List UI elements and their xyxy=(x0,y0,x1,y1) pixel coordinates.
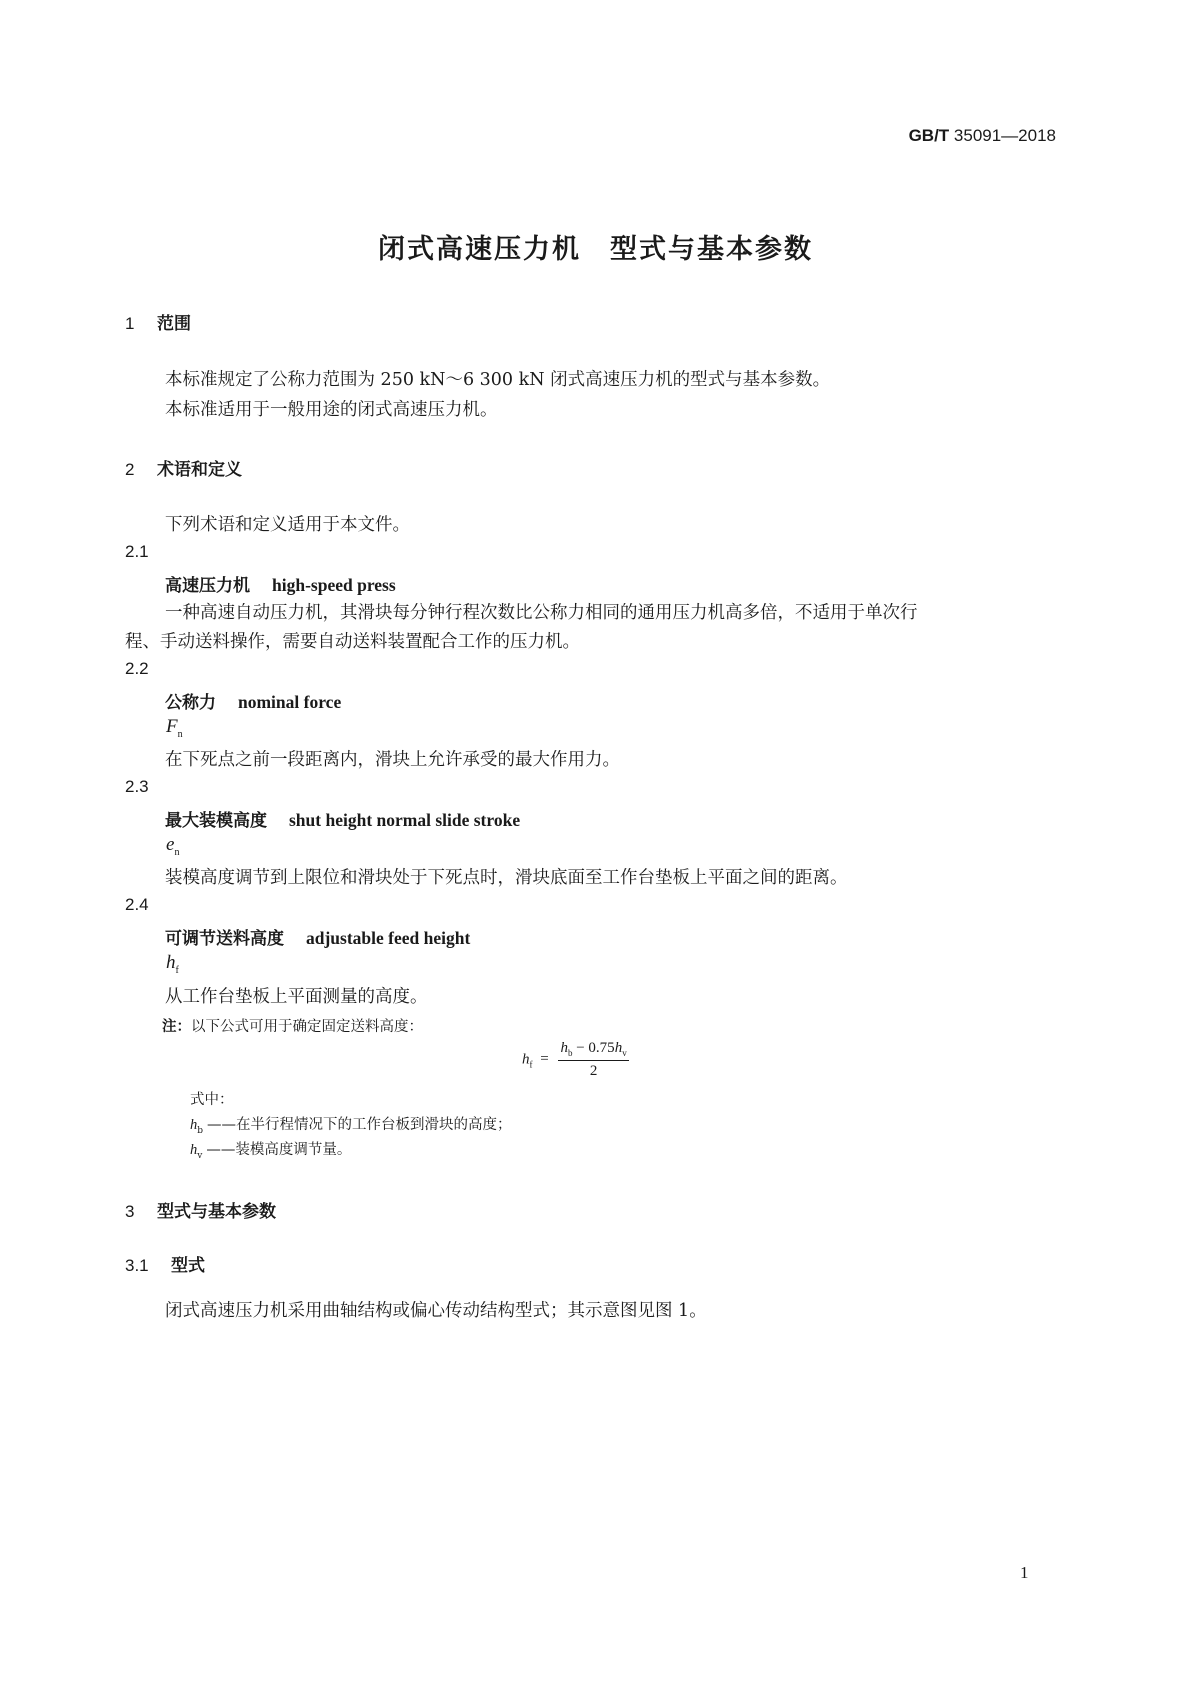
term-definition: 装模高度调节到上限位和滑块处于下死点时，滑块底面至工作台垫板上平面之间的距离。 xyxy=(165,868,848,888)
term-cn: 公称力 xyxy=(165,693,216,713)
paragraph: 闭式高速压力机采用曲轴结构或偏心传动结构型式；其示意图见图 1。 xyxy=(165,1301,707,1321)
paragraph: 本标准规定了公称力范围为 250 kN～6 300 kN 闭式高速压力机的型式与基本参数。 xyxy=(165,370,831,390)
document-code xyxy=(0,126,1056,146)
note xyxy=(162,1015,423,1036)
term-heading xyxy=(165,571,396,596)
term-heading xyxy=(165,806,520,831)
subsection-number: 3.1 xyxy=(125,1256,149,1275)
term-en: high-speed press xyxy=(272,575,396,595)
page-number: 1 xyxy=(1020,1563,1029,1582)
document-code-prefix: GB/T xyxy=(908,126,950,145)
subsection-title: 型式 xyxy=(171,1256,205,1276)
section-number: 3 xyxy=(125,1202,135,1221)
note-label: 注： xyxy=(162,1019,191,1035)
term-symbol: $F_n$ xyxy=(166,716,183,740)
section-title: 范围 xyxy=(157,314,191,334)
term-cn: 可调节送料高度 xyxy=(165,929,284,949)
term-heading xyxy=(165,924,470,949)
variable-definition: $h_v$ ——装模高度调节量。 xyxy=(190,1142,352,1161)
section-heading-2 xyxy=(125,455,242,480)
term-en: shut height normal slide stroke xyxy=(289,810,521,830)
document-code-number: 35091—2018 xyxy=(953,126,1056,145)
section-heading-3 xyxy=(125,1197,276,1222)
term-symbol: $e_n$ xyxy=(166,834,180,858)
paragraph: 本标准适用于一般用途的闭式高速压力机。 xyxy=(165,400,498,420)
term-heading xyxy=(165,688,341,713)
subsection-heading-3-1 xyxy=(125,1251,205,1276)
term-definition: 程、手动送料操作，需要自动送料装置配合工作的压力机。 xyxy=(125,632,580,652)
section-heading-1 xyxy=(125,309,191,334)
term-en: adjustable feed height xyxy=(306,928,471,948)
note-text: 以下公式可用于确定固定送料高度： xyxy=(191,1019,423,1035)
term-cn: 高速压力机 xyxy=(165,576,250,596)
section-number: 1 xyxy=(125,314,135,333)
term-number: 2.3 xyxy=(125,777,149,796)
term-number: 2.4 xyxy=(125,895,149,914)
term-number: 2.1 xyxy=(125,542,149,561)
term-cn: 最大装模高度 xyxy=(165,811,267,831)
variable-definition: $h_b$ ——在半行程情况下的工作台板到滑块的高度； xyxy=(190,1117,512,1136)
section-number: 2 xyxy=(125,460,135,479)
section-title: 型式与基本参数 xyxy=(157,1202,276,1222)
formula-fraction: $\frac{h_b - 0.75h_v}{2}$ xyxy=(560,1040,627,1079)
term-en: nominal force xyxy=(238,692,342,712)
section-title: 术语和定义 xyxy=(157,460,242,480)
term-definition: 一种高速自动压力机，其滑块每分钟行程次数比公称力相同的通用压力机高多倍，不适用于单次行 xyxy=(165,603,918,623)
term-symbol: $h_f$ xyxy=(166,952,179,976)
paragraph: 下列术语和定义适用于本文件。 xyxy=(165,515,410,535)
term-definition: 从工作台垫板上平面测量的高度。 xyxy=(165,987,428,1007)
term-number: 2.2 xyxy=(125,659,149,678)
where-label: 式中： xyxy=(190,1092,234,1108)
document-title: 闭式高速压力机 型式与基本参数 xyxy=(378,234,813,265)
term-definition: 在下死点之前一段距离内，滑块上允许承受的最大作用力。 xyxy=(165,750,620,770)
formula: $h_f$ = $\frac{h_b - 0.75h_v}{2}$ xyxy=(522,1040,627,1079)
